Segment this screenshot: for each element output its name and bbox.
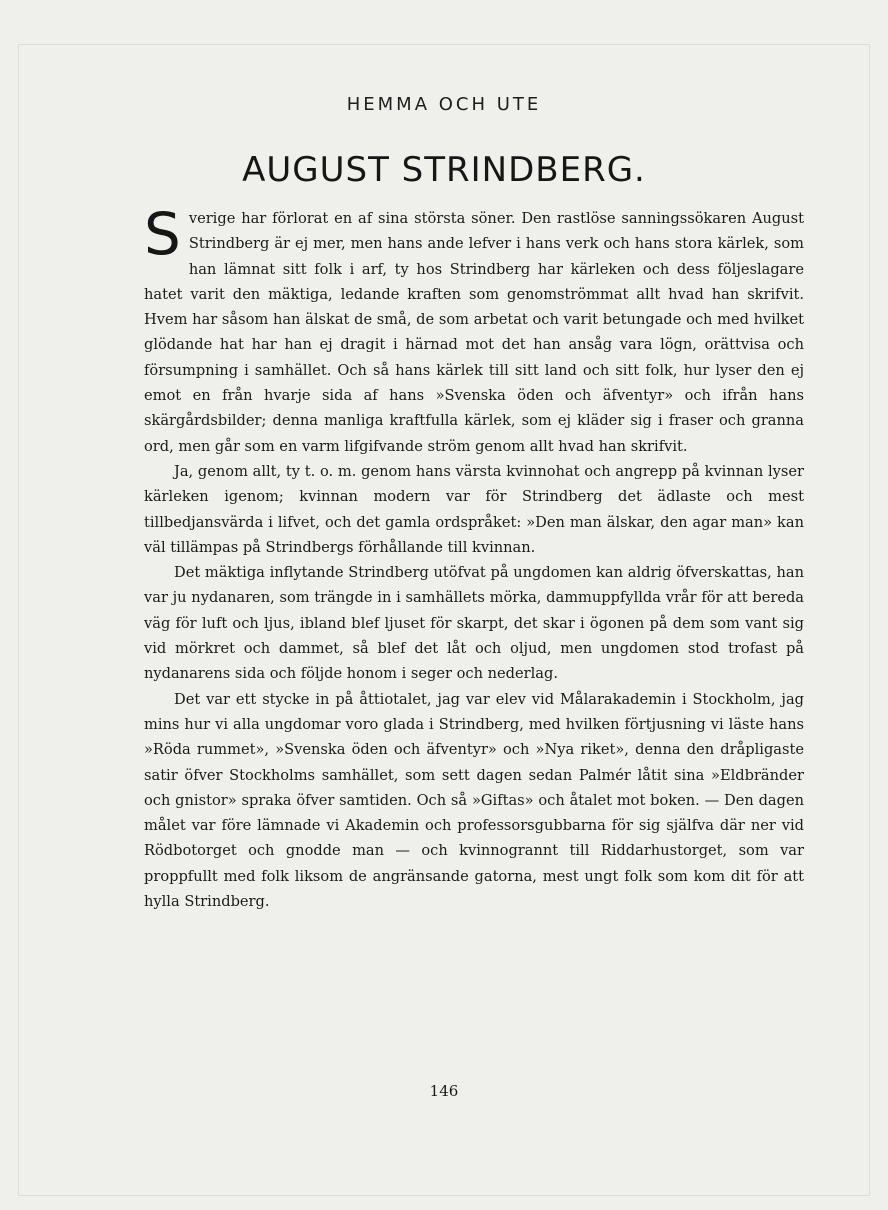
article-title: AUGUST STRINDBERG.: [242, 150, 646, 190]
paragraph-3: Det mäktiga inflytande Strindberg utöfvat på ungdomen kan aldrig öfverskattas, han var ju nydanaren, som trängde in i samhällets mörka, dammuppfyllda vrår för att bereda väg för luft och ljus, ibland blef ljuset för skarpt, det skar i ögonen på dem som vant sig vid mörkret och dammet, så blef det låt och oljud, men ungdomen stod trofast på nydanarens sida och följde honom i seger och nederlag.: [144, 564, 804, 683]
page-number: 146: [429, 1082, 459, 1100]
article-body: [144, 200, 804, 914]
paragraph-1: [144, 200, 804, 459]
running-head: HEMMA OCH UTE: [346, 94, 542, 115]
drop-cap: S: [144, 200, 181, 268]
paragraph-1-text: verige har förlorat en af sina största söner. Den rastlöse sanningssökaren August Strindberg är ej mer, men hans ande lefver i hans verk och hans stora kärlek, som han lämnat sitt folk i arf, ty hos Strindberg har kärleken och dess följeslagare hatet varit den mäktiga, ledande kraften som genomströmmat allt hvad han skrifvit. Hvem har såsom han älskat de små, de som arbetat och varit betungade och med hvilket glödande hat har han ej dragit i härnad mot det han ansåg vara lögn, orättvisa och försumpning i samhället. Och så hans kärlek till sitt land och sitt folk, hur lyser den ej emot en från hvarje sida af hans »Svenska öden och äfventyr» och ifrån hans skärgårdsbilder; denna manliga kraftfulla kärlek, som ej kläder sig i fraser och granna ord, men går som en varm lifgifvande ström genom allt hvad han skrifvit.: [144, 210, 804, 455]
paragraph-2: Ja, genom allt, ty t. o. m. genom hans värsta kvinnohat och angrepp på kvinnan lyser kärleken igenom; kvinnan modern var för Strindberg det ädlaste och mest tillbedjansvärda i lifvet, och det gamla ordspråket: »Den man älskar, den agar man» kan väl tillämpas på Strindbergs förhållande till kvinnan.: [144, 462, 804, 556]
paragraph-4: Det var ett stycke in på åttiotalet, jag var elev vid Målarakademin i Stockholm, jag mins hur vi alla ungdomar voro glada i Strindberg, med hvilken förtjusning vi läste hans »Röda rummet», »Svenska öden och äfventyr» och »Nya riket», denna den dråpligaste satir öfver Stockholms samhället, som sett dagen sedan Palmér låtit sina »Eldbränder och gnistor» spraka öfver samtiden. Och så »Giftas» och åtalet mot boken. — Den dagen målet var före lämnade vi Akademin och professorsgubbarna för sig själfva där ner vid Rödbotorget och gnodde man — och kvinnogrannt till Riddarhustorget, som var proppfullt med folk liksom de angränsande gatorna, mest ungt folk som kom dit för att hylla Strindberg.: [144, 690, 804, 911]
